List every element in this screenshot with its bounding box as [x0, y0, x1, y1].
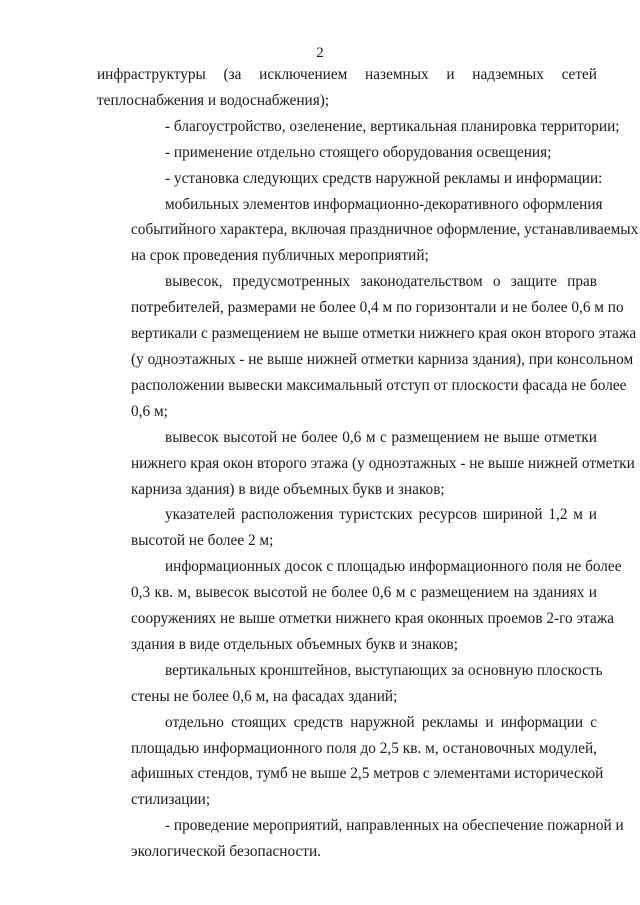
paragraph-line: информационных досок с площадью информационного поля не более [165, 558, 622, 576]
paragraph-line: на срок проведения публичных мероприятий; [131, 247, 429, 265]
paragraph-line: 0,6 м; [131, 402, 168, 420]
paragraph-line: вертикальных кронштейнов, выступающих за основную плоскость [165, 661, 603, 679]
paragraph-p8 [97, 502, 597, 554]
paragraph-line: вывесок высотой не более 0,6 м с размещением не выше отметки [165, 428, 597, 446]
paragraph-p6 [97, 269, 637, 424]
paragraph-line: - проведение мероприятий, направленных на обеспечение пожарной и [165, 817, 624, 835]
paragraph-line: стилизации; [131, 791, 211, 809]
paragraph-line: отдельно стоящих средств наружной рекламы и информации с [165, 713, 597, 731]
paragraph-line: теплоснабжения и водоснабжения); [97, 91, 330, 109]
paragraph-line: 0,3 кв. м, вывесок высотой не более 0,6 м с размещением на зданиях и [131, 584, 597, 602]
paragraph-p4 [97, 166, 603, 192]
paragraph-p1 [97, 62, 597, 114]
paragraph-p5 [97, 192, 639, 270]
paragraph-line: здания в виде отдельных объемных букв и знаков; [131, 635, 458, 653]
paragraph-p2 [97, 114, 620, 140]
document-body [97, 62, 639, 865]
paragraph-line: мобильных элементов информационно-декоративного оформления [165, 195, 603, 213]
paragraph-p10 [97, 658, 603, 710]
paragraph-line: вывесок, предусмотренных законодательством о защите прав [165, 273, 597, 291]
paragraph-p11 [97, 710, 604, 814]
paragraph-p3 [97, 140, 597, 166]
paragraph-line: площадью информационного поля до 2,5 кв. м, остановочных модулей, [131, 739, 597, 757]
paragraph-line: экологической безопасности. [131, 843, 322, 861]
paragraph-line: - установка следующих средств наружной рекламы и информации: [165, 169, 603, 187]
paragraph-line: указателей расположения туристских ресурсов шириной 1,2 м и [165, 506, 597, 524]
paragraph-line: - благоустройство, озеленение, вертикальная планировка территории; [165, 117, 620, 135]
paragraph-p12 [97, 813, 624, 865]
paragraph-line: нижнего края окон второго этажа (у одноэтажных - не выше нижней отметки [131, 454, 635, 472]
paragraph-line: высотой не более 2 м; [131, 532, 274, 550]
paragraph-line: (у одноэтажных - не выше нижней отметки карниза здания), при консольном [131, 350, 634, 368]
paragraph-line: афишных стендов, тумб не выше 2,5 метров с элементами исторической [131, 765, 604, 783]
paragraph-line: стены не более 0,6 м, на фасадах зданий; [131, 687, 398, 705]
paragraph-line: сооружениях не выше отметки нижнего края оконных проемов 2-го этажа [131, 610, 615, 628]
paragraph-p7 [97, 425, 635, 503]
paragraph-line: - применение отдельно стоящего оборудования освещения; [165, 143, 552, 161]
page-number: 2 [316, 45, 324, 61]
paragraph-line: событийного характера, включая праздничное оформление, устанавливаемых [131, 221, 639, 239]
paragraph-line: карниза здания) в виде объемных букв и знаков; [131, 480, 445, 498]
paragraph-line: инфраструктуры (за исключением наземных и надземных сетей [97, 66, 597, 83]
paragraph-line: расположении вывески максимальный отступ от плоскости фасада не более [131, 376, 627, 394]
paragraph-line: вертикали с размещением не выше отметки нижнего края окон второго этажа [131, 325, 637, 343]
paragraph-line: потребителей, размерами не более 0,4 м по горизонтали и не более 0,6 м по [131, 299, 624, 317]
paragraph-p9 [97, 554, 622, 658]
